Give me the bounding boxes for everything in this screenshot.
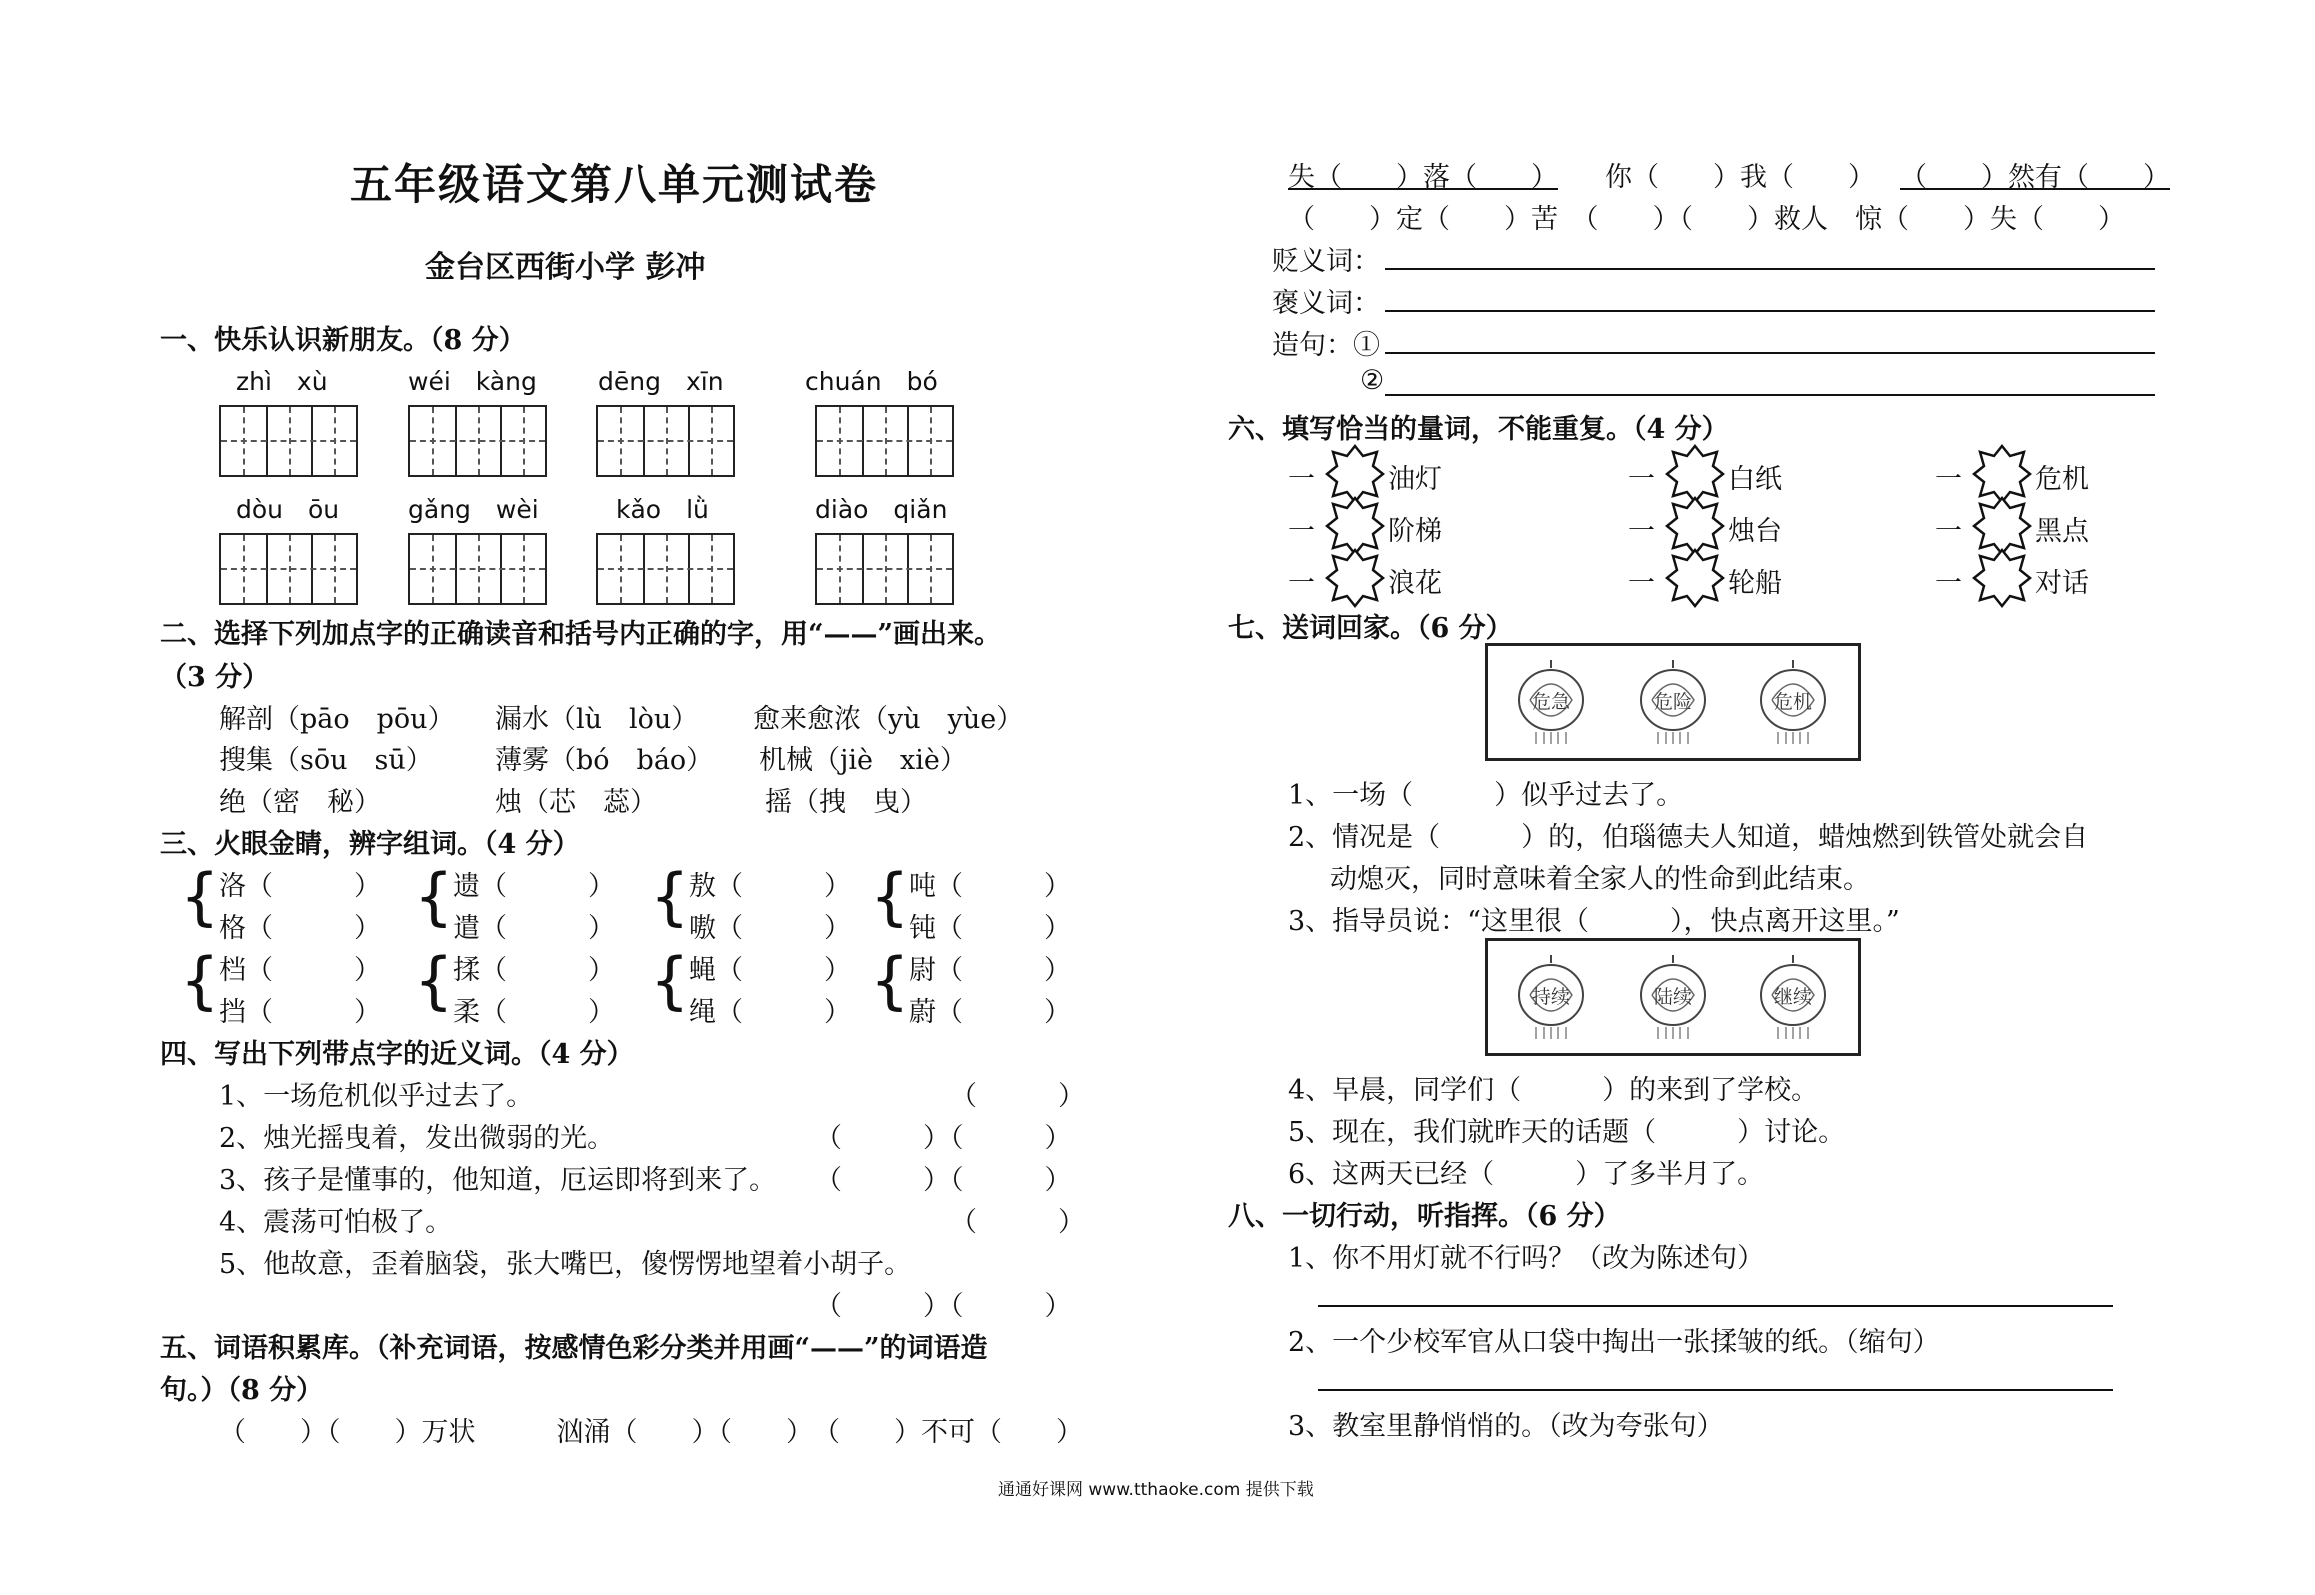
lantern-word: 继续 [1773,986,1813,1008]
brace-icon: { [180,860,220,933]
pinyin-label: diào qiǎn [815,495,948,524]
char-pair-item: 格（ ） [219,913,381,944]
answer-brackets[interactable]: （ ） [950,1081,1085,1112]
answer-line[interactable] [1385,394,2155,396]
fill-sentence: 6、这两天已经（ ）了多半月了。 [1288,1159,1765,1190]
measure-word: 浪花 [1388,568,1442,599]
star-blank-icon[interactable] [1665,496,1725,556]
derogatory-label: 贬义词： [1272,246,1380,277]
brace-icon: { [870,860,910,933]
synonym-item: 2、烛光摇曳着，发出微弱的光。 [219,1123,615,1154]
measure-prefix: 一 [1628,516,1655,547]
pinyin-label: dēng xīn [598,367,724,396]
pinyin-label: kǎo lǜ [616,495,709,524]
synonym-item: 5、他故意，歪着脑袋，张大嘴巴，傻愣愣地望着小胡子。 [219,1249,912,1280]
rewrite-item: 2、一个少校军官从口袋中掏出一张揉皱的纸。（缩句） [1288,1327,1940,1358]
lantern-icon [1638,953,1708,1041]
fill-sentence: 2、情况是（ ）的，伯瑙德夫人知道，蜡烛燃到铁管处就会自 [1288,822,2089,853]
word-lantern-box [1485,643,1861,761]
pronunciation-item: 薄雾（bó báo） [495,745,714,776]
brace-icon: { [414,944,454,1017]
lantern-word: 危机 [1773,691,1813,713]
char-pair-item: 敖（ ） [689,871,851,902]
idiom-fill-row[interactable]: （ ）定（ ）苦 （ ）（ ）救人 惊（ ）失（ ） [1288,204,2125,235]
writing-grid[interactable] [596,533,735,605]
rewrite-item: 1、你不用灯就不行吗？（改为陈述句） [1288,1243,1765,1274]
measure-word: 轮船 [1728,568,1782,599]
page-title: 五年级语文第八单元测试卷 [350,160,879,209]
answer-line[interactable] [1385,310,2155,312]
rewrite-item: 3、教室里静悄悄的。（改为夸张句） [1288,1411,1724,1442]
char-pair-item: 绳（ ） [689,997,851,1028]
pinyin-label: zhì xù [236,367,328,396]
brace-icon: { [650,860,690,933]
section-3-heading: 三、火眼金睛，辨字组词。（4 分） [160,829,580,860]
measure-word: 烛台 [1728,516,1782,547]
lantern-word: 危险 [1653,691,1693,713]
section-2-heading: 二、选择下列加点字的正确读音和括号内正确的字，用“——”画出来。 [160,619,1002,650]
character-choice-item: 烛（芯 蕊） [495,787,657,818]
synonym-item: 3、孩子是懂事的，他知道，厄运即将到来了。 [219,1165,777,1196]
char-pair-item: 挡（ ） [219,997,381,1028]
synonym-item: 1、一场危机似乎过去了。 [219,1081,534,1112]
footer-credit: 通通好课网 www.tthaoke.com 提供下载 [998,1480,1314,1500]
measure-prefix: 一 [1628,568,1655,599]
brace-icon: { [414,860,454,933]
writing-grid[interactable] [219,405,358,477]
answer-line[interactable] [1318,1305,2113,1307]
star-blank-icon[interactable] [1665,548,1725,608]
section-8-heading: 八、一切行动，听指挥。（6 分） [1228,1201,1621,1232]
page-subtitle: 金台区西街小学 彭冲 [425,250,706,285]
measure-prefix: 一 [1935,464,1962,495]
writing-grid[interactable] [408,405,547,477]
answer-line[interactable] [1385,268,2155,270]
char-pair-item: 嗷（ ） [689,913,851,944]
pronunciation-item: 愈来愈浓（yù yùe） [753,704,1024,735]
lantern-icon [1758,658,1828,746]
idiom-fill-item[interactable]: （ ）然有（ ） [1900,162,2170,193]
measure-word: 危机 [2035,464,2089,495]
measure-word: 黑点 [2035,516,2089,547]
lantern-word: 持续 [1531,986,1571,1008]
answer-line[interactable] [1385,352,2155,354]
section-7-heading: 七、送词回家。（6 分） [1228,613,1513,644]
idiom-fill-item[interactable]: 失（ ）落（ ） [1288,162,1558,193]
section-1-heading: 一、快乐认识新朋友。（8 分） [160,325,526,356]
section-5-heading-cont: 句。）（8 分） [160,1375,324,1406]
sentence-label: 造句：① [1272,330,1380,361]
pronunciation-item: 解剖（pāo pōu） [219,704,455,735]
writing-grid[interactable] [219,533,358,605]
answer-brackets[interactable]: （ ）（ ） [815,1291,1072,1322]
pinyin-label: wéi kàng [408,367,537,396]
pronunciation-item: 搜集（sōu sū） [219,745,433,776]
section-6-heading: 六、填写恰当的量词，不能重复。（4 分） [1228,414,1729,445]
char-pair-item: 蔚（ ） [909,997,1071,1028]
lantern-word: 陆续 [1653,986,1693,1008]
answer-brackets[interactable]: （ ）（ ） [815,1165,1072,1196]
char-pair-item: 遗（ ） [453,871,615,902]
character-choice-item: 摇（拽 曳） [765,787,927,818]
char-pair-item: 遣（ ） [453,913,615,944]
writing-grid[interactable] [596,405,735,477]
sentence-label-2: ② [1360,365,1385,396]
brace-icon: { [180,944,220,1017]
char-pair-item: 揉（ ） [453,955,615,986]
answer-brackets[interactable]: （ ） [950,1207,1085,1238]
char-pair-item: 柔（ ） [453,997,615,1028]
char-pair-item: 洛（ ） [219,871,381,902]
lantern-icon [1516,953,1586,1041]
lantern-icon [1516,658,1586,746]
character-choice-item: 绝（密 秘） [219,787,381,818]
pronunciation-item: 机械（jiè xiè） [759,745,967,776]
char-pair-item: 蝇（ ） [689,955,851,986]
synonym-item: 4、震荡可怕极了。 [219,1207,453,1238]
answer-line[interactable] [1318,1389,2113,1391]
fill-sentence: 5、现在，我们就昨天的话题（ ）讨论。 [1288,1117,1846,1148]
measure-word: 阶梯 [1388,516,1442,547]
brace-icon: { [870,944,910,1017]
char-pair-item: 档（ ） [219,955,381,986]
measure-prefix: 一 [1288,464,1315,495]
star-blank-icon[interactable] [1325,496,1385,556]
answer-brackets[interactable]: （ ）（ ） [815,1123,1072,1154]
star-blank-icon[interactable] [1972,496,2032,556]
measure-prefix: 一 [1628,464,1655,495]
lantern-icon [1638,658,1708,746]
fill-sentence: 4、早晨，同学们（ ）的来到了学校。 [1288,1075,1819,1106]
idiom-fill-row[interactable]: （ ）（ ）万状 汹涌（ ）（ ） （ ）不可（ ） [219,1417,1083,1448]
writing-grid[interactable] [815,405,954,477]
fill-sentence: 1、一场（ ）似乎过去了。 [1288,780,1684,811]
section-5-heading: 五、词语积累库。（补充词语，按感情色彩分类并用画“——”的词语造 [160,1333,988,1364]
fill-sentence-cont: 动熄灭，同时意味着全家人的性命到此结束。 [1330,864,1870,895]
measure-word: 对话 [2035,568,2089,599]
measure-prefix: 一 [1935,568,1962,599]
word-lantern-box [1485,938,1861,1056]
idiom-fill-item[interactable]: 你（ ）我（ ） [1605,162,1875,193]
star-blank-icon[interactable] [1972,444,2032,504]
star-blank-icon[interactable] [1325,444,1385,504]
star-blank-icon[interactable] [1325,548,1385,608]
brace-icon: { [650,944,690,1017]
pinyin-label: gǎng wèi [408,495,539,524]
measure-word: 白纸 [1728,464,1782,495]
star-blank-icon[interactable] [1665,444,1725,504]
pinyin-label: chuán bó [805,367,938,396]
lantern-word: 危急 [1531,691,1571,713]
measure-prefix: 一 [1935,516,1962,547]
pinyin-label: dòu ōu [236,495,340,524]
measure-prefix: 一 [1288,516,1315,547]
lantern-icon [1758,953,1828,1041]
char-pair-item: 钝（ ） [909,913,1071,944]
commendatory-label: 褒义词： [1272,288,1380,319]
section-2-score: （3 分） [160,662,270,693]
char-pair-item: 尉（ ） [909,955,1071,986]
fill-sentence: 3、指导员说：“这里很（ ），快点离开这里。” [1288,906,1900,937]
writing-grid[interactable] [408,533,547,605]
writing-grid[interactable] [815,533,954,605]
measure-prefix: 一 [1288,568,1315,599]
pronunciation-item: 漏水（lù lòu） [495,704,699,735]
section-4-heading: 四、写出下列带点字的近义词。（4 分） [160,1039,634,1070]
measure-word: 油灯 [1388,464,1442,495]
char-pair-item: 吨（ ） [909,871,1071,902]
star-blank-icon[interactable] [1972,548,2032,608]
